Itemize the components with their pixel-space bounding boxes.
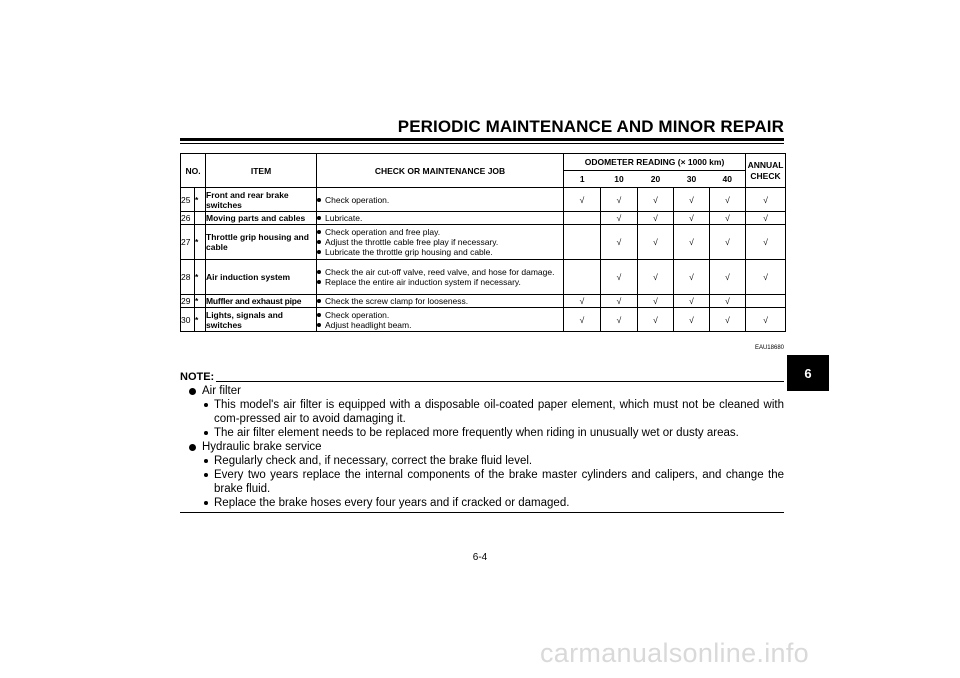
header-no: NO.: [181, 154, 206, 188]
note-item: Every two years replace the internal components of the brake master cylinders and calipers, and change the brake fluid.: [180, 468, 784, 496]
row-job: [317, 260, 564, 295]
title-rule-thin: [180, 143, 784, 144]
check-cell: √: [710, 308, 746, 332]
check-cell: √: [638, 308, 674, 332]
interval-10: 10: [601, 171, 638, 188]
check-cell: √: [674, 295, 710, 308]
check-cell: √: [638, 260, 674, 295]
job-step: Check the air cut-off valve, reed valve, and hose for damage.: [317, 267, 563, 277]
check-cell: √: [710, 295, 746, 308]
annual-check-cell: √: [746, 225, 786, 260]
note-body: [180, 384, 784, 510]
header-item: ITEM: [206, 154, 317, 188]
table-row: [181, 225, 786, 260]
row-item: Front and rear brake switches: [206, 188, 317, 212]
interval-1: 1: [564, 171, 601, 188]
check-cell: √: [601, 225, 638, 260]
row-item: Lights, signals and switches: [206, 308, 317, 332]
note-item: The air filter element needs to be replaced more frequently when riding in unusually wet or dusty areas.: [180, 426, 784, 440]
row-job: [317, 308, 564, 332]
annual-check-cell: √: [746, 260, 786, 295]
job-step: Check operation.: [317, 195, 563, 205]
annual-check-cell: √: [746, 212, 786, 225]
page-number: 6-4: [472, 552, 488, 563]
check-cell: √: [710, 260, 746, 295]
check-cell: √: [710, 225, 746, 260]
check-cell: √: [638, 295, 674, 308]
row-job: [317, 188, 564, 212]
check-cell: √: [710, 188, 746, 212]
interval-30: 30: [674, 171, 710, 188]
interval-40: 40: [710, 171, 746, 188]
job-step: Adjust headlight beam.: [317, 320, 563, 330]
annual-check-cell: √: [746, 308, 786, 332]
row-mark: *: [195, 308, 206, 332]
check-cell: √: [638, 225, 674, 260]
check-cell: √: [674, 225, 710, 260]
check-cell: √: [601, 295, 638, 308]
check-cell: √: [564, 308, 601, 332]
check-cell: √: [564, 188, 601, 212]
row-mark: *: [195, 260, 206, 295]
title-rule-thick: [180, 138, 784, 141]
maintenance-table: [180, 153, 786, 332]
header-odometer: ODOMETER READING (× 1000 km): [564, 154, 746, 171]
row-mark: *: [195, 295, 206, 308]
table-row: [181, 188, 786, 212]
check-cell: √: [674, 212, 710, 225]
job-step: Check operation.: [317, 310, 563, 320]
document-code: EAU18680: [754, 345, 784, 351]
row-number: 25: [181, 188, 195, 212]
note-section-title: Air filter: [180, 384, 784, 398]
job-step: Adjust the throttle cable free play if necessary.: [317, 237, 563, 247]
table-row: [181, 295, 786, 308]
row-number: 29: [181, 295, 195, 308]
row-job: [317, 225, 564, 260]
job-step: Lubricate.: [317, 213, 563, 223]
row-job: [317, 295, 564, 308]
watermark: carmanualsonline.info: [540, 638, 809, 668]
row-item: Throttle grip housing and cable: [206, 225, 317, 260]
note-item: Replace the brake hoses every four years and if cracked or damaged.: [180, 496, 784, 510]
note-rule: [216, 381, 784, 382]
check-cell: [564, 225, 601, 260]
check-cell: √: [564, 295, 601, 308]
check-cell: √: [638, 188, 674, 212]
note-item: This model's air filter is equipped with a disposable oil-coated paper element, which must not be cleaned with com-pressed air to avoid damaging it.: [180, 398, 784, 426]
check-cell: √: [601, 308, 638, 332]
row-item: Air induction system: [206, 260, 317, 295]
row-mark: [195, 212, 206, 225]
note-bottom-rule: [180, 512, 784, 513]
row-mark: *: [195, 188, 206, 212]
row-number: 27: [181, 225, 195, 260]
check-cell: [564, 212, 601, 225]
check-cell: √: [601, 260, 638, 295]
check-cell: √: [710, 212, 746, 225]
check-cell: √: [601, 188, 638, 212]
row-mark: *: [195, 225, 206, 260]
header-job: CHECK OR MAINTENANCE JOB: [317, 154, 564, 188]
note-item: Regularly check and, if necessary, correct the brake fluid level.: [180, 454, 784, 468]
annual-check-cell: √: [746, 188, 786, 212]
table-row: [181, 212, 786, 225]
row-item: Moving parts and cables: [206, 212, 317, 225]
job-step: Check operation and free play.: [317, 227, 563, 237]
check-cell: [564, 260, 601, 295]
page-title: PERIODIC MAINTENANCE AND MINOR REPAIR: [397, 117, 784, 136]
interval-20: 20: [638, 171, 674, 188]
row-number: 26: [181, 212, 195, 225]
chapter-tab: 6: [787, 355, 829, 391]
check-cell: √: [674, 188, 710, 212]
row-number: 28: [181, 260, 195, 295]
header-annual: ANNUAL CHECK: [746, 154, 786, 188]
job-step: Check the screw clamp for looseness.: [317, 296, 563, 306]
row-job: [317, 212, 564, 225]
job-step: Lubricate the throttle grip housing and cable.: [317, 247, 563, 257]
row-item: Muffler and exhaust pipe: [206, 295, 317, 308]
check-cell: √: [674, 308, 710, 332]
table-row: [181, 260, 786, 295]
check-cell: √: [674, 260, 710, 295]
check-cell: √: [638, 212, 674, 225]
table-row: [181, 308, 786, 332]
check-cell: √: [601, 212, 638, 225]
row-number: 30: [181, 308, 195, 332]
note-section-title: Hydraulic brake service: [180, 440, 784, 454]
note-label: NOTE:: [180, 371, 215, 383]
annual-check-cell: [746, 295, 786, 308]
job-step: Replace the entire air induction system if necessary.: [317, 277, 563, 287]
